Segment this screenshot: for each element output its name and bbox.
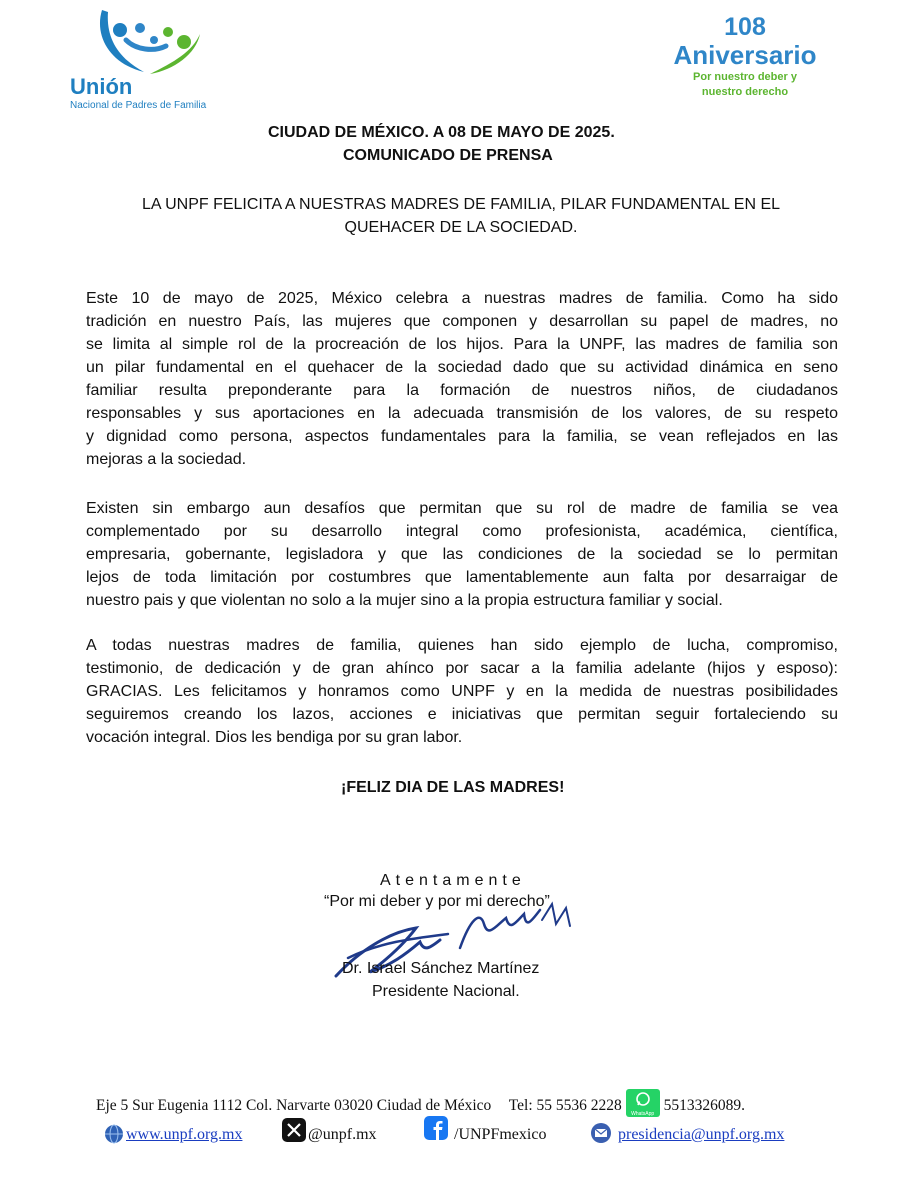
paragraph-line: vocación integral. Dios les bendiga por su gran labor. — [86, 729, 463, 746]
whatsapp-number: 5513326089. — [663, 1097, 745, 1114]
paragraph-line: tradición en nuestro País, las mujeres que componen y desarrollan su papel de madres, no — [86, 313, 838, 330]
paragraph-line: A todas nuestras madres de familia, quienes han sido ejemplo de lucha, compromiso, — [86, 637, 838, 654]
address: Eje 5 Sur Eugenia 1112 Col. Narvarte 03020 Ciudad de México — [96, 1097, 492, 1114]
subtitle-line-1: LA UNPF FELICITA A NUESTRAS MADRES DE FAMILIA, PILAR FUNDAMENTAL EN EL — [141, 196, 781, 213]
paragraph-line: Existen sin embargo aun desafíos que permitan que su rol de madre de familia se vea — [86, 500, 838, 517]
facebook-icon — [424, 1116, 448, 1140]
email-link[interactable]: presidencia@unpf.org.mx — [618, 1126, 785, 1143]
paragraph-line: familiar resulta preponderante para la formación de nuestros niños, de ciudadanos — [86, 382, 838, 399]
paragraph-line: testimonio, de dedicación y de gran ahínco por sacar a la familia adelante (hijos y esposo): — [86, 660, 838, 677]
footer-address-row — [96, 1097, 745, 1125]
paragraph-line: Este 10 de mayo de 2025, México celebra a nuestras madres de familia. Como ha sido — [86, 290, 838, 307]
motto: “Por mi deber y por mi derecho” — [324, 893, 550, 910]
facebook-handle: /UNPFmexico — [454, 1126, 547, 1143]
paragraph-2 — [86, 497, 838, 612]
anniversary-word: Aniversario — [673, 40, 817, 70]
whatsapp-label: WhatsApp — [631, 1111, 655, 1117]
x-icon — [282, 1118, 306, 1142]
paragraph-line: nuestro pais y que violentan no solo a la mujer sino a la propia estructura familiar y social. — [86, 592, 723, 609]
dateline: CIUDAD DE MÉXICO. A 08 DE MAYO DE 2025. — [268, 124, 615, 141]
whatsapp-icon — [626, 1089, 660, 1117]
anniversary-tagline-1: Por nuestro deber y — [693, 71, 797, 83]
paragraph-line: empresaria, gobernante, legisladora y que las condiciones de la sociedad se lo permitan — [86, 546, 838, 563]
website-link[interactable]: www.unpf.org.mx — [126, 1126, 243, 1143]
paragraph-line: mejoras a la sociedad. — [86, 451, 247, 468]
document-kind: COMUNICADO DE PRENSA — [343, 147, 553, 164]
email-icon — [590, 1122, 612, 1149]
family-logo-icon — [96, 6, 206, 78]
closing-greeting: ¡FELIZ DIA DE LAS MADRES! — [341, 779, 565, 796]
logo-title: Unión — [70, 74, 133, 99]
anniversary-badge — [660, 14, 830, 100]
paragraph-1 — [86, 287, 838, 471]
signer-name: Dr. Israel Sánchez Martínez — [342, 960, 540, 977]
anniversary-number: 108 — [724, 13, 766, 41]
paragraph-line: responsables y sus aportaciones en la adecuada transmisión de los valores, de su respeto — [86, 405, 838, 422]
paragraph-3 — [86, 634, 838, 749]
globe-icon — [104, 1124, 124, 1149]
x-handle: @unpf.mx — [308, 1126, 377, 1143]
logo-subtitle: Nacional de Padres de Familia — [70, 100, 207, 111]
phone: Tel: 55 5536 2228 — [508, 1097, 622, 1114]
paragraph-line: un pilar fundamental en el quehacer de la sociedad dado que su actividad dinámica en seno — [86, 359, 838, 376]
anniversary-tagline-2: nuestro derecho — [701, 86, 789, 98]
paragraph-line: complementado por su desarrollo integral como profesionista, académica, científica, — [86, 523, 838, 540]
paragraph-line: seguiremos creando los lazos, acciones e iniciativas que permitan seguir fortaleciendo su — [86, 706, 838, 723]
subtitle — [110, 193, 812, 239]
paragraph-line: lejos de toda limitación por costumbres que lamentablemente aun falta por desarraigar de — [86, 569, 838, 586]
atentamente: Atentamente — [380, 872, 526, 889]
paragraph-line: se limita al simple rol de la procreación de los hijos. Para la UNPF, las madres de familia son — [86, 336, 838, 353]
unpf-logo — [68, 6, 218, 111]
signer-title: Presidente Nacional. — [372, 983, 520, 1000]
paragraph-line: y dignidad como persona, aspectos fundamentales para la familia, se vean reflejados en las — [86, 428, 838, 445]
paragraph-line: GRACIAS. Les felicitamos y honramos como UNPF y en la medida de nuestras posibilidades — [86, 683, 838, 700]
subtitle-line-2: QUEHACER DE LA SOCIEDAD. — [344, 219, 578, 236]
